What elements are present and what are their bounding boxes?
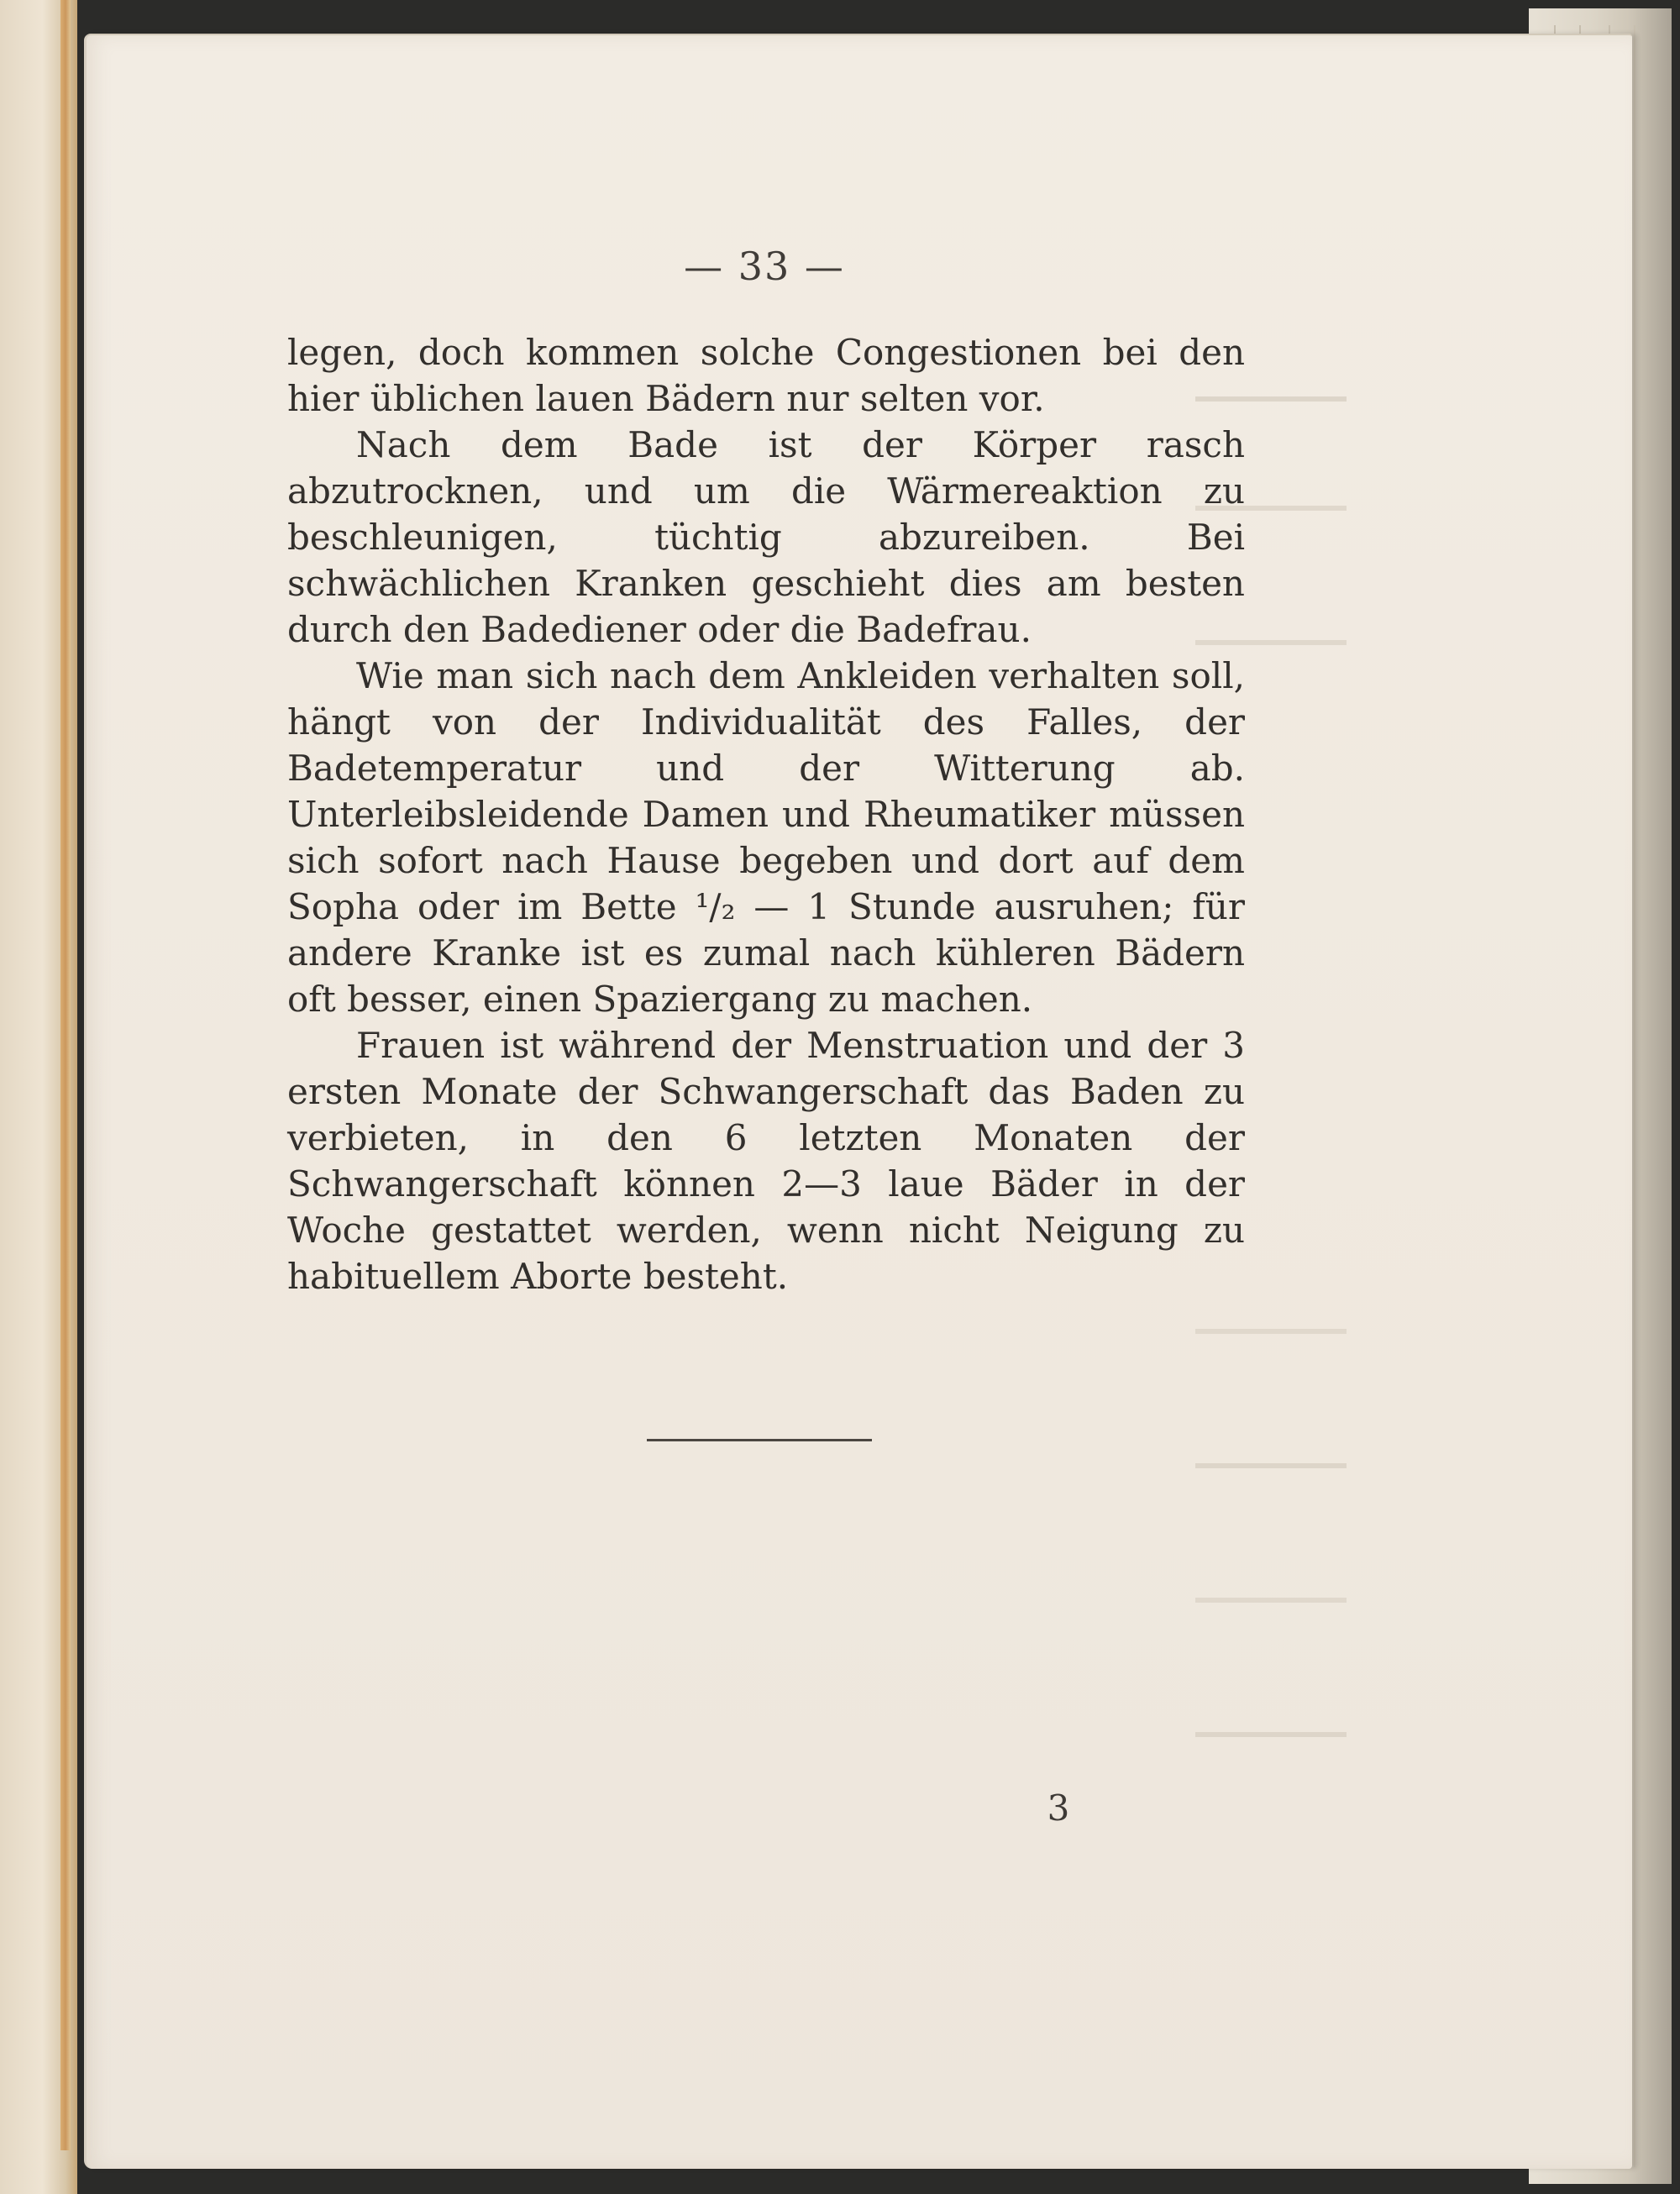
- book-spine: [60, 0, 71, 2150]
- page-number-header: — 33 —: [684, 244, 845, 289]
- signature-mark: 3: [1047, 1787, 1070, 1829]
- paragraph: legen, doch kommen solche Congestionen bei den hier üblichen lauen Bädern nur selten vor.: [287, 332, 1245, 419]
- section-divider-rule: [647, 1439, 872, 1441]
- paragraph: Frauen ist während der Menstruation und der 3 ersten Monate der Schwangerschaft das Baden zu verbieten, in den 6 letzten Monaten der Schwangerschaft können 2—3 laue Bäder in der Woche gestattet werden, wenn nicht Neigung zu habituellem Aborte besteht.: [287, 1025, 1245, 1297]
- paragraph: Wie man sich nach dem Ankleiden verhalten soll, hängt von der Individualität des Falles, der Badetemperatur und der Witterung ab. Unterleibsleidende Damen und Rheumatiker müssen sich sofort nach Hause begeben und dort auf dem Sopha oder im Bette ¹/₂ — 1 Stunde ausruhen; für andere Kranke ist es zumal nach kühleren Bädern oft besser, einen Spaziergang zu machen.: [287, 655, 1245, 1020]
- body-text: [287, 329, 1245, 1299]
- paragraph: Nach dem Bade ist der Körper rasch abzutrocknen, und um die Wärmereaktion zu beschleunigen, tüchtig abzureiben. Bei schwächlichen Kranken geschieht dies am besten durch den Badediener oder die Badefrau.: [287, 424, 1245, 650]
